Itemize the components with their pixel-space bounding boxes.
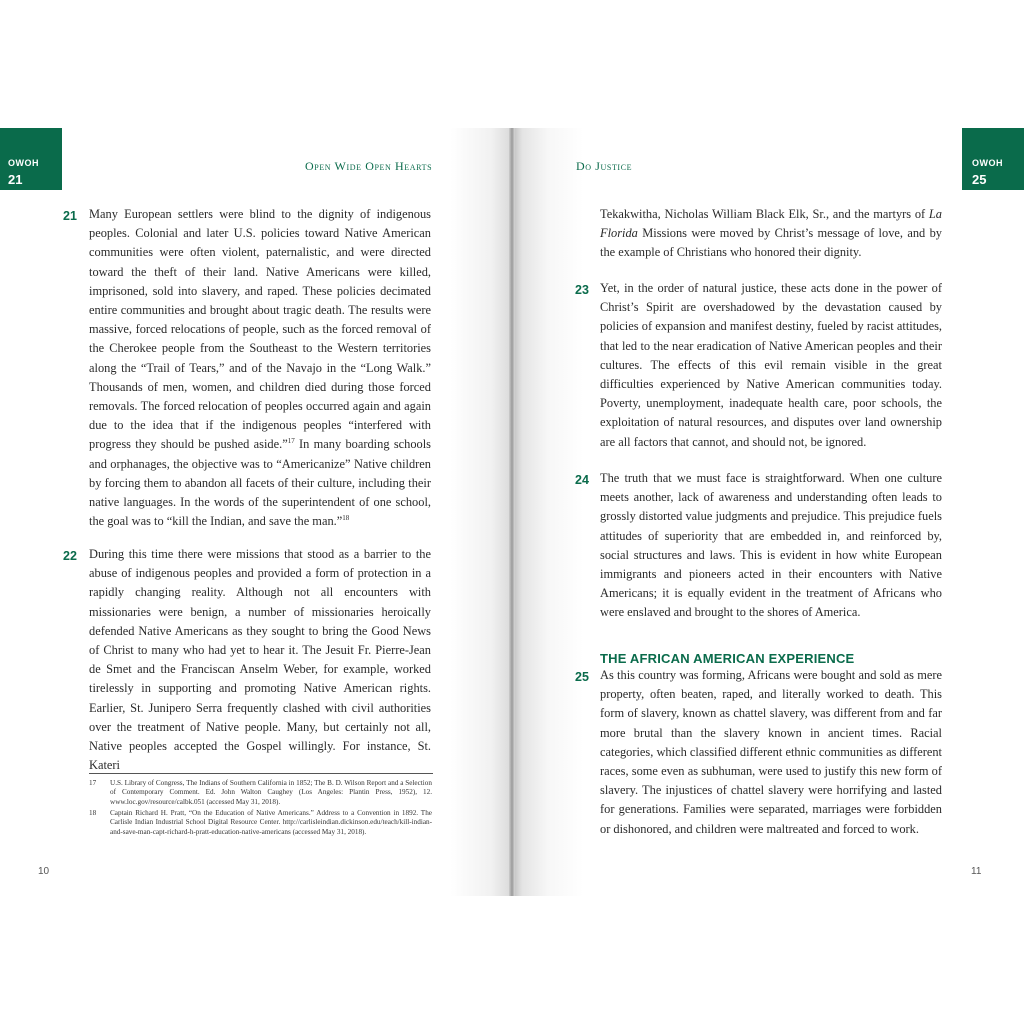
paragraph-number: 25 (575, 670, 589, 684)
paragraph-text: In many boarding schools and orphanages, the objective was to “Americanize” Native children by forcing them to abandon all facets of their culture, including their native languages. In the words of the superintendent of one school, the goal was to “kill the Indian, and save the man.” (89, 437, 431, 529)
paragraph-number: 24 (575, 473, 589, 487)
book-spread (0, 128, 1024, 896)
tab-number: 25 (972, 172, 987, 187)
footnote-number: 18 (89, 809, 97, 817)
page-number-right: 11 (971, 866, 982, 877)
paragraph-25: As this country was forming, Africans were bought and sold as mere property, often beaten, raped, and literally worked to death. This form of slavery, known as chattel slavery, was different from and far more brutal than the slavery known in ancient times. Racial categories, which classified different ethnic communities as different races, some even as subhuman, were used to justify this new form of slavery. The injustices of chattel slavery were horrifying and lasted for generations. Families were separated, marriages were forbidden or dishonored, and children were maltreated and forced to work. (600, 668, 942, 836)
footnote-text: Captain Richard H. Pratt, “On the Education of Native Americans.” Address to a Convention in 1892. The Carlisle Indian Industrial School Digital Resource Center. http://carlisleindian.dickinson.edu/teach/kill-indian-and-save-man-capt-richard-h-pratt-education-native-americans (accessed May 31, 2018). (110, 809, 432, 836)
footnote-rule (89, 773, 433, 774)
left-page (0, 128, 512, 896)
italic-title: La Florida (600, 207, 942, 241)
footnote-ref-17[interactable]: 17 (287, 437, 295, 446)
paragraph-number: 22 (63, 549, 77, 563)
running-head-left: Open Wide Open Hearts (305, 159, 433, 173)
paragraph-23: Yet, in the order of natural justice, these acts done in the power of Christ’s Spirit are overshadowed by the devastation caused by policies of expansion and manifest destiny, fueled by racist attitudes, that led to the near eradication of Native American peoples and their cultures. The effects of this evil remain visible in the great difficulties experienced by Native American communities today. Poverty, unemployment, inadequate health care, poor schools, the exploitation of natural resources, and disputes over land ownership are all factors that cannot, and should not, be ignored. (600, 281, 942, 449)
paragraph-22: During this time there were missions that stood as a barrier to the abuse of indigenous peoples and provided a form of protection in a rapidly changing reality. Although not all encounters with missionaries were benign, a number of missionaries heroically defended Native Americans as they sought to bring the Good News of Christ to many who had yet to hear it. The Jesuit Fr. Pierre-Jean de Smet and the Franciscan Anselm Weber, for example, worked tirelessly in supporting and promoting Native American rights. Earlier, St. Junipero Serra frequently clashed with civil authorities over the treatment of Native people. Many, but certainly not all, Native peoples accepted the Gospel willingly. For instance, St. Kateri (89, 547, 431, 773)
section-tab-left (0, 128, 62, 190)
tab-label: OWOH (8, 158, 39, 168)
running-head-right: Do Justice (576, 159, 633, 173)
footnote-number: 17 (89, 779, 97, 787)
paragraph-text: Missions were moved by Christ’s message of love, and by the example of Christians who honored their dignity. (600, 226, 942, 260)
paragraph-24: The truth that we must face is straightforward. When one culture meets another, lack of awareness and understanding often leads to grossly distorted value judgments and prejudice. This prejudice fuels attitudes of superiority that are embedded in, and reinforced by, social structures and laws. This is evident in how white European immigrants and pioneers acted in their encounters with Native Americans; it is equally evident in the treatment of Africans who were enslaved and brought to the shores of America. (600, 471, 942, 620)
section-heading: THE AFRICAN AMERICAN EXPERIENCE (600, 651, 855, 666)
paragraph-number: 23 (575, 283, 589, 297)
page-number-left: 10 (38, 866, 50, 877)
tab-number: 21 (8, 172, 23, 187)
footnote-ref-18[interactable]: 18 (342, 514, 350, 523)
paragraph-continued (600, 205, 942, 263)
paragraph-number: 21 (63, 209, 77, 223)
tab-label: OWOH (972, 158, 1003, 168)
paragraph-text: Many European settlers were blind to the dignity of indigenous peoples. Colonial and later U.S. policies toward Native American communities were often violent, paternalistic, and were directed toward the theft of their land. Native Americans were killed, imprisoned, sold into slavery, and raped. These policies decimated entire communities and brought about tragic death. The results were massive, forced relocations of people, such as the forced removal of the Cherokee people from the Southeast to the Western territories along the “Trail of Tears,” and of the Navajo in the “Long Walk.” Thousands of men, women, and children died during those forced removals. The forced relocation of peoples occurred again and again due to the idea that if the indigenous peoples “interfered with progress they should be pushed aside.” (89, 207, 431, 452)
paragraph-text: Tekakwitha, Nicholas William Black Elk, Sr., and the martyrs of (600, 207, 929, 221)
footnote-text: U.S. Library of Congress, The Indians of Southern California in 1852; The B. D. Wilson Report and a Selection of Contemporary Comment. Ed. John Walton Caughey (Los Angeles: Plantin Press, 1952), 12. www.loc.gov/resource/calbk.051 (accessed May 31, 2018). (110, 779, 432, 806)
book-gutter (509, 128, 515, 896)
section-tab-right (962, 128, 1024, 190)
paragraph-21 (89, 205, 431, 531)
